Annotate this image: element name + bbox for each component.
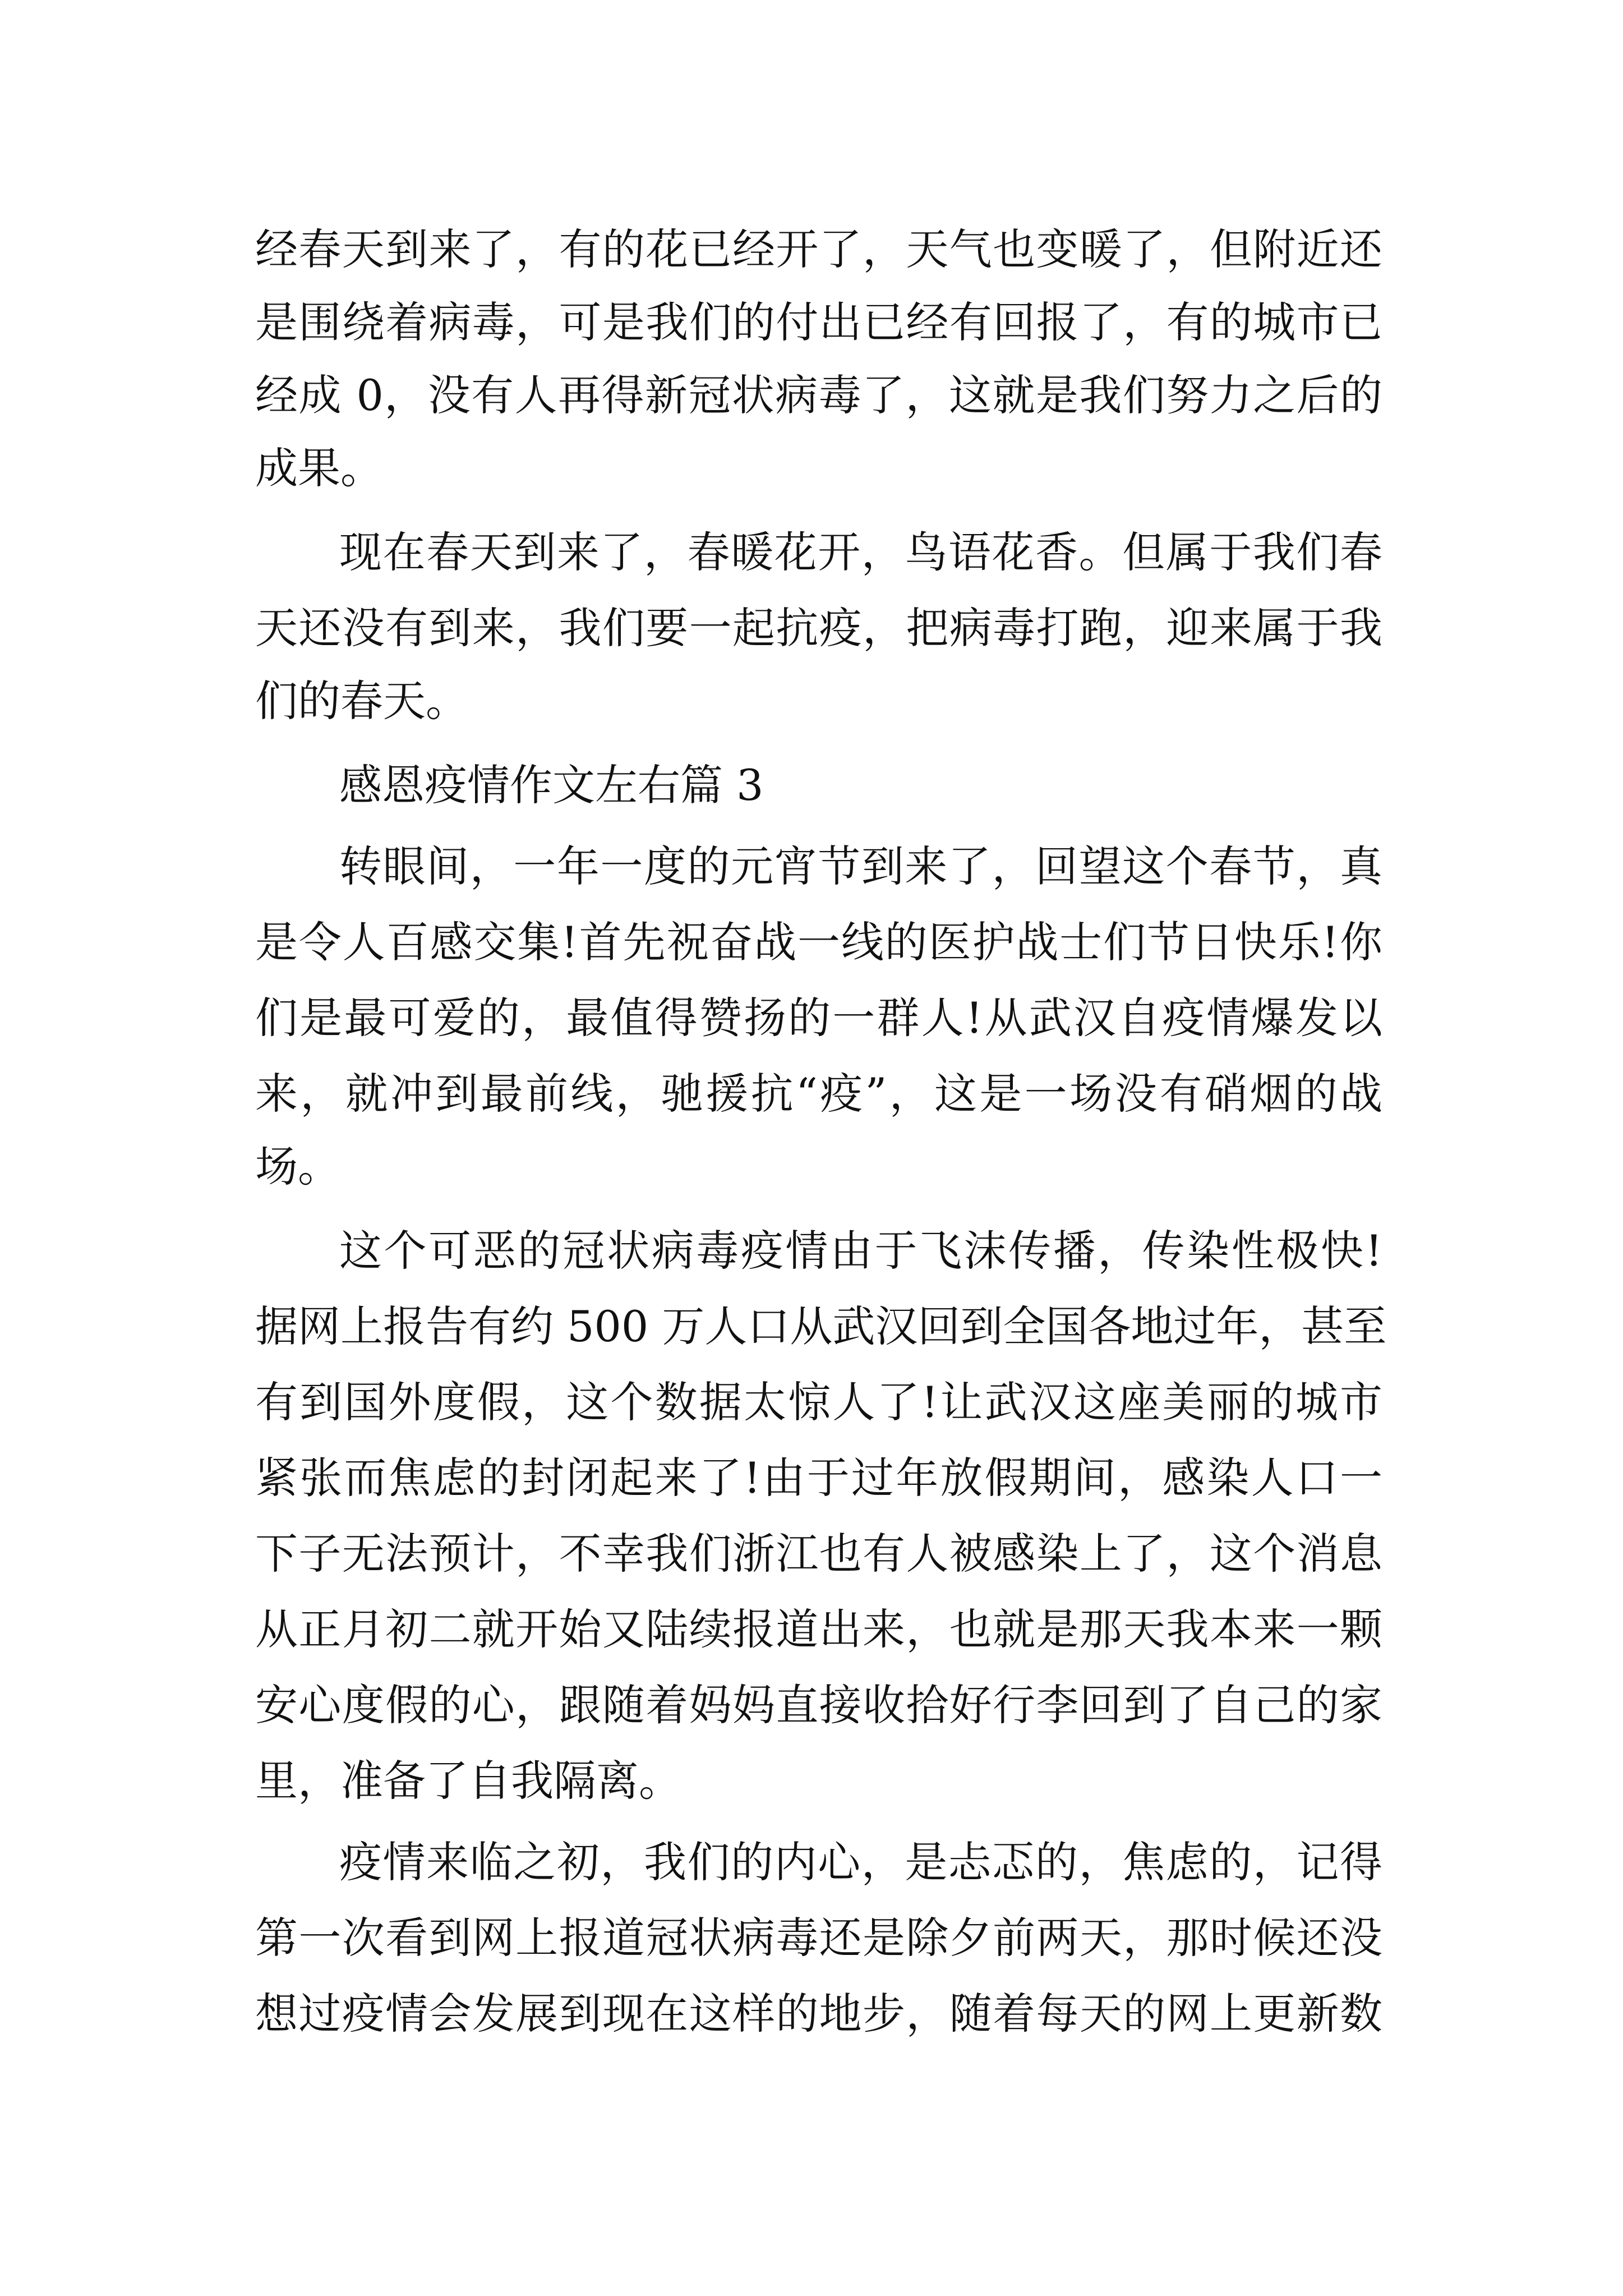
text-line: 现在春天到来了，春暖花开，鸟语花香。但属于我们春 <box>339 527 1382 577</box>
text-line: 里，准备了自我隔离。 <box>255 1756 681 1806</box>
text-line: 场。 <box>255 1142 340 1191</box>
text-line: 们是最可爱的，最值得赞扬的一群人!从武汉自疫情爆发以 <box>255 993 1382 1043</box>
text-line: 来，就冲到最前线，驰援抗“疫”，这是一场没有硝烟的战 <box>255 1069 1382 1119</box>
text-line: 成果。 <box>255 443 383 493</box>
text-line: 这个可恶的冠状病毒疫情由于飞沫传播，传染性极快! <box>339 1226 1382 1276</box>
text-line: 想过疫情会发展到现在这样的地步，随着每天的网上更新数 <box>255 1989 1382 2039</box>
text-line: 经春天到来了，有的花已经开了，天气也变暖了，但附近还 <box>255 224 1382 274</box>
text-line: 经成 0，没有人再得新冠状病毒了，这就是我们努力之后的 <box>255 370 1382 420</box>
text-line: 第一次看到网上报道冠状病毒还是除夕前两天，那时候还没 <box>255 1913 1382 1963</box>
text-line: 下子无法预计，不幸我们浙江也有人被感染上了，这个消息 <box>255 1529 1382 1579</box>
text-line: 有到国外度假，这个数据太惊人了!让武汉这座美丽的城市 <box>255 1377 1382 1427</box>
text-line: 疫情来临之初，我们的内心，是忐忑的，焦虑的，记得 <box>339 1837 1382 1887</box>
text-line: 转眼间，一年一度的元宵节到来了，回望这个春节，真 <box>339 841 1382 891</box>
text-line: 据网上报告有约 500 万人口从武汉回到全国各地过年，甚至 <box>255 1301 1387 1351</box>
text-line: 天还没有到来，我们要一起抗疫，把病毒打跑，迎来属于我 <box>255 603 1382 653</box>
text-line: 是令人百感交集!首先祝奋战一线的医护战士们节日快乐!你 <box>255 917 1382 967</box>
text-line: 从正月初二就开始又陆续报道出来，也就是那天我本来一颗 <box>255 1604 1382 1654</box>
text-line: 紧张而焦虑的封闭起来了!由于过年放假期间，感染人口一 <box>255 1453 1382 1503</box>
text-line: 安心度假的心，跟随着妈妈直接收拾好行李回到了自己的家 <box>255 1680 1382 1730</box>
section-heading: 感恩疫情作文左右篇 3 <box>339 760 764 810</box>
text-line: 们的春天。 <box>255 676 468 726</box>
text-line: 是围绕着病毒，可是我们的付出已经有回报了，有的城市已 <box>255 297 1382 347</box>
